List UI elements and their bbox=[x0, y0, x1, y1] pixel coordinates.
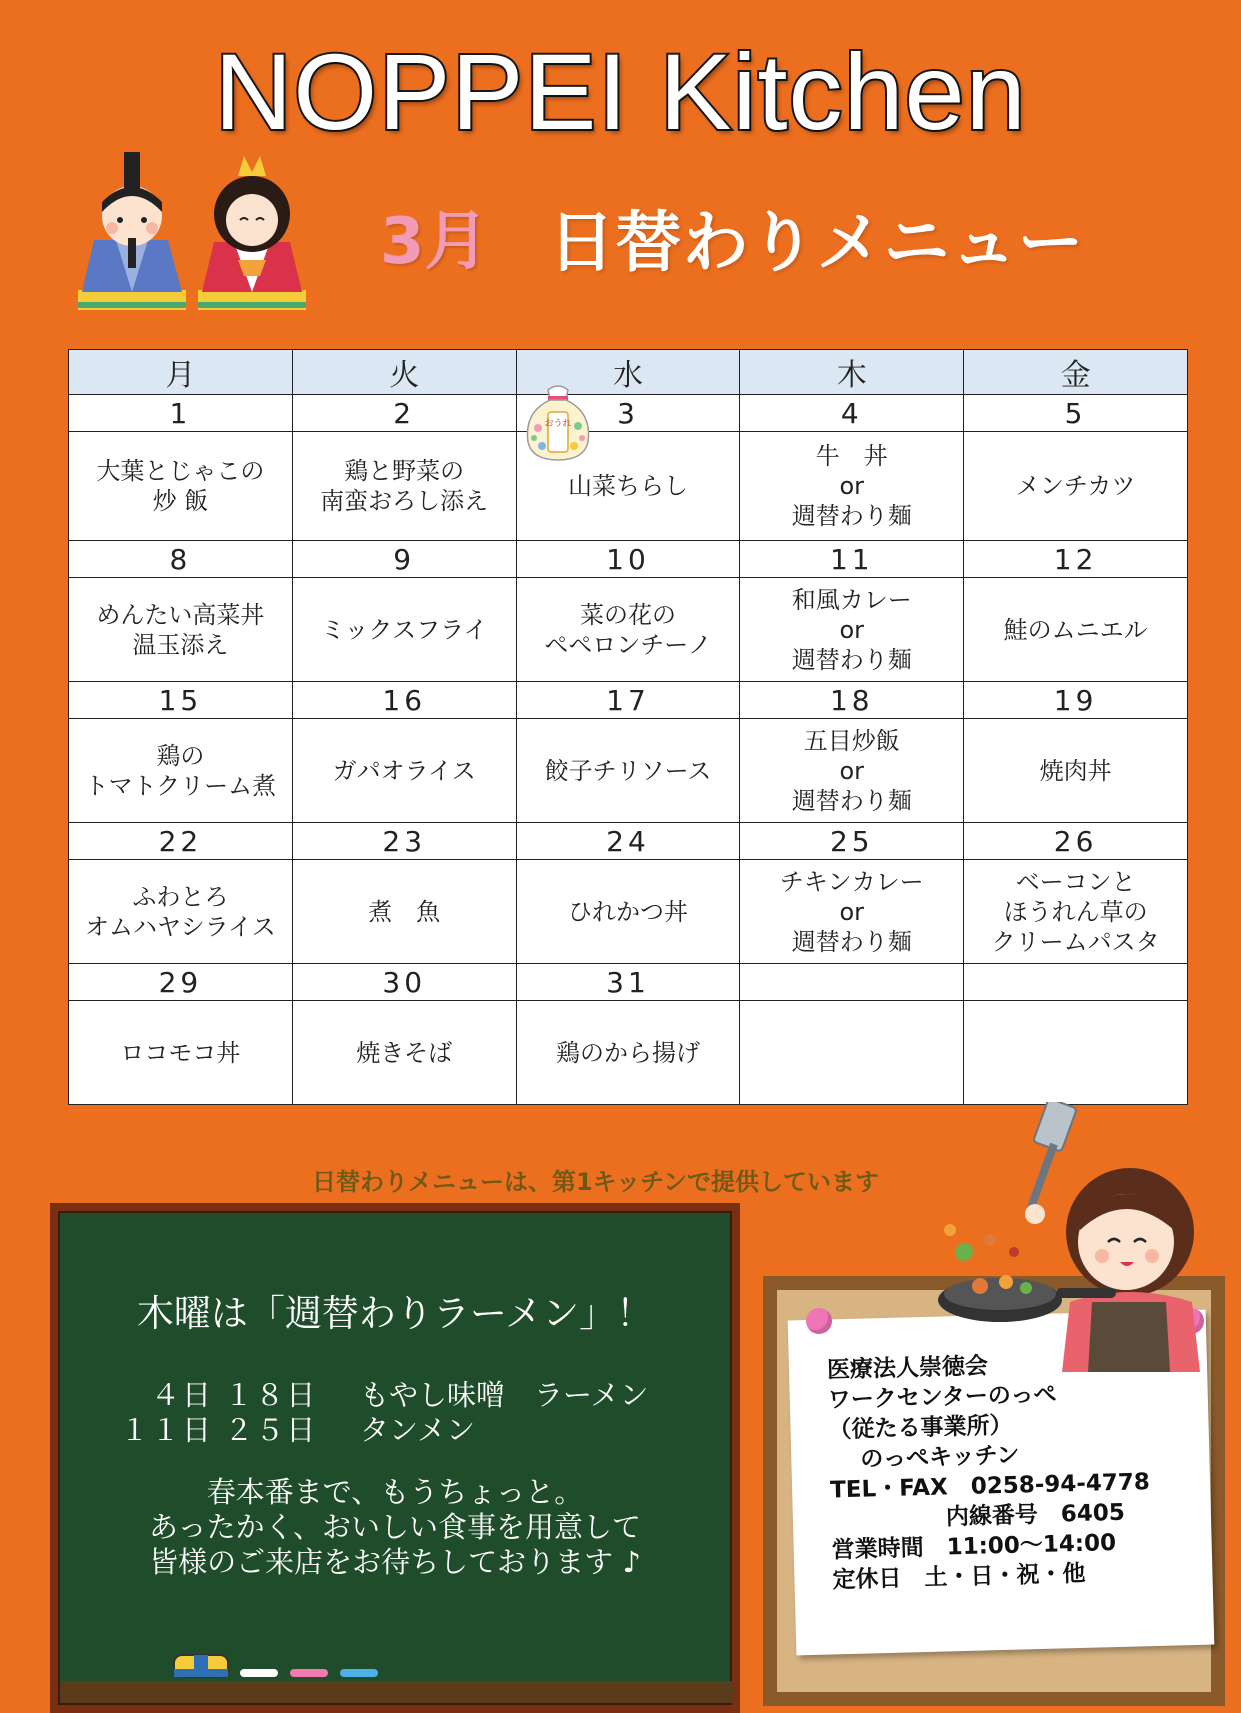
dish-cell: ミックスフライ bbox=[292, 578, 516, 682]
weekday-fri: 金 bbox=[964, 350, 1188, 395]
ramen-dates: ４日 １８日 bbox=[120, 1378, 318, 1412]
date-cell: 4 bbox=[740, 395, 964, 432]
date-cell: 3 bbox=[516, 395, 740, 432]
office-type: （従たる事業所） bbox=[828, 1412, 1013, 1444]
date-row bbox=[69, 682, 1188, 719]
chalkboard-message: 春本番まで、もうちょっと。 あったかく、おいしい食事を用意して 皆様のご来店をお待ちしております ♪ bbox=[148, 1475, 642, 1579]
date-cell: 5 bbox=[964, 395, 1188, 432]
month-heading bbox=[380, 196, 1085, 281]
date-cell bbox=[740, 964, 964, 1001]
odairi-sama-icon bbox=[78, 152, 186, 310]
hina-arare-bag-icon bbox=[522, 382, 594, 462]
date-cell: 9 bbox=[292, 541, 516, 578]
date-cell: 17 bbox=[516, 682, 740, 719]
arare-label: おうれ bbox=[544, 419, 572, 429]
extension: 内線番号 6405 bbox=[830, 1499, 1126, 1534]
dish-cell: 五目炒飯 or 週替わり麺 bbox=[740, 719, 964, 823]
page-title: NOPPEI Kitchen bbox=[214, 31, 1027, 152]
dish-cell: 山菜ちらし bbox=[516, 432, 740, 541]
date-cell: 1 bbox=[69, 395, 293, 432]
ramen-schedule bbox=[120, 1378, 649, 1448]
dish-cell: 大葉とじゃこの 炒 飯 bbox=[69, 432, 293, 541]
pink-chalk-icon bbox=[290, 1669, 328, 1677]
date-cell: 26 bbox=[964, 823, 1188, 860]
date-cell: 30 bbox=[292, 964, 516, 1001]
date-cell: 10 bbox=[516, 541, 740, 578]
business-hours: 営業時間 11:00～14:00 bbox=[831, 1530, 1117, 1564]
dish-row bbox=[69, 860, 1188, 964]
dish-cell: めんたい高菜丼 温玉添え bbox=[69, 578, 293, 682]
date-cell: 11 bbox=[740, 541, 964, 578]
center-name: ワークセンターのっぺ bbox=[827, 1381, 1057, 1414]
cook-illustration bbox=[930, 1102, 1230, 1372]
weekday-wed: 水 bbox=[516, 350, 740, 395]
date-row bbox=[69, 541, 1188, 578]
dish-row bbox=[69, 432, 1188, 541]
month-label: 3月 bbox=[380, 205, 489, 279]
dish-cell: 煮 魚 bbox=[292, 860, 516, 964]
date-cell: 29 bbox=[69, 964, 293, 1001]
dish-cell: ベーコンと ほうれん草の クリームパスタ bbox=[964, 860, 1188, 964]
dish-cell: 鶏のから揚げ bbox=[516, 1001, 740, 1105]
chalkboard bbox=[50, 1203, 740, 1713]
date-row bbox=[69, 823, 1188, 860]
dish-cell bbox=[964, 1001, 1188, 1105]
ramen-row bbox=[120, 1413, 649, 1448]
dish-row bbox=[69, 1001, 1188, 1105]
hina-dolls-illustration bbox=[72, 142, 312, 312]
date-cell: 25 bbox=[740, 823, 964, 860]
date-cell: 23 bbox=[292, 823, 516, 860]
ramen-item: もやし味噌 ラーメン bbox=[360, 1378, 649, 1412]
dish-cell: ふわとろ オムハヤシライス bbox=[69, 860, 293, 964]
date-row bbox=[69, 964, 1188, 1001]
menu-title: 日替わりメニュー bbox=[548, 203, 1085, 281]
spatula-icon bbox=[1026, 1102, 1077, 1211]
date-cell: 12 bbox=[964, 541, 1188, 578]
dish-cell: ロコモコ丼 bbox=[69, 1001, 293, 1105]
chalkboard-headline: 木曜は「週替わりラーメン」！ bbox=[136, 1292, 654, 1335]
dish-cell: 鶏の トマトクリーム煮 bbox=[69, 719, 293, 823]
tel-fax: TEL・FAX 0258-94-4778 bbox=[829, 1469, 1151, 1504]
dish-cell: ガパオライス bbox=[292, 719, 516, 823]
date-cell: 16 bbox=[292, 682, 516, 719]
ohina-sama-icon bbox=[198, 156, 306, 310]
closed-days: 定休日 土・日・祝・他 bbox=[832, 1560, 1086, 1594]
date-cell: 22 bbox=[69, 823, 293, 860]
dish-row bbox=[69, 578, 1188, 682]
menu-calendar bbox=[68, 349, 1188, 1105]
white-chalk-icon bbox=[240, 1669, 278, 1677]
dish-cell: 和風カレー or 週替わり麺 bbox=[740, 578, 964, 682]
date-cell bbox=[964, 964, 1188, 1001]
date-cell: 24 bbox=[516, 823, 740, 860]
dish-cell bbox=[740, 1001, 964, 1105]
dish-cell: 焼きそば bbox=[292, 1001, 516, 1105]
cook-woman-icon bbox=[1062, 1168, 1200, 1372]
dish-cell: 鮭のムニエル bbox=[964, 578, 1188, 682]
chalk-tray bbox=[60, 1681, 734, 1703]
date-cell: 19 bbox=[964, 682, 1188, 719]
ramen-item: タンメン bbox=[360, 1413, 476, 1447]
kitchen-name: のっぺキッチン bbox=[829, 1442, 1020, 1474]
weekday-header-row bbox=[69, 350, 1188, 395]
contact-info bbox=[827, 1347, 1153, 1595]
org-name: 医療法人崇徳会 bbox=[826, 1353, 989, 1384]
date-cell: 8 bbox=[69, 541, 293, 578]
date-cell: 18 bbox=[740, 682, 964, 719]
date-row bbox=[69, 395, 1188, 432]
date-cell: 2 bbox=[292, 395, 516, 432]
weekday-mon: 月 bbox=[69, 350, 293, 395]
dish-cell: 餃子チリソース bbox=[516, 719, 740, 823]
dish-cell: チキンカレー or 週替わり麺 bbox=[740, 860, 964, 964]
chalk-eraser-icon bbox=[172, 1651, 230, 1681]
date-cell: 15 bbox=[69, 682, 293, 719]
dish-cell: 鶏と野菜の 南蛮おろし添え bbox=[292, 432, 516, 541]
dish-cell: 牛 丼 or 週替わり麺 bbox=[740, 432, 964, 541]
weekday-thu: 木 bbox=[740, 350, 964, 395]
blue-chalk-icon bbox=[340, 1669, 378, 1677]
date-cell: 31 bbox=[516, 964, 740, 1001]
pushpin-icon bbox=[806, 1308, 832, 1334]
weekday-tue: 火 bbox=[292, 350, 516, 395]
dish-cell: ひれかつ丼 bbox=[516, 860, 740, 964]
dish-cell: メンチカツ bbox=[964, 432, 1188, 541]
ramen-dates: １１日 ２５日 bbox=[120, 1413, 318, 1447]
dish-row bbox=[69, 719, 1188, 823]
dish-cell: 焼肉丼 bbox=[964, 719, 1188, 823]
ramen-row bbox=[120, 1378, 649, 1413]
kitchen-note: 日替わりメニューは、第1キッチンで提供しています bbox=[311, 1168, 880, 1196]
dish-cell: 菜の花の ペペロンチーノ bbox=[516, 578, 740, 682]
